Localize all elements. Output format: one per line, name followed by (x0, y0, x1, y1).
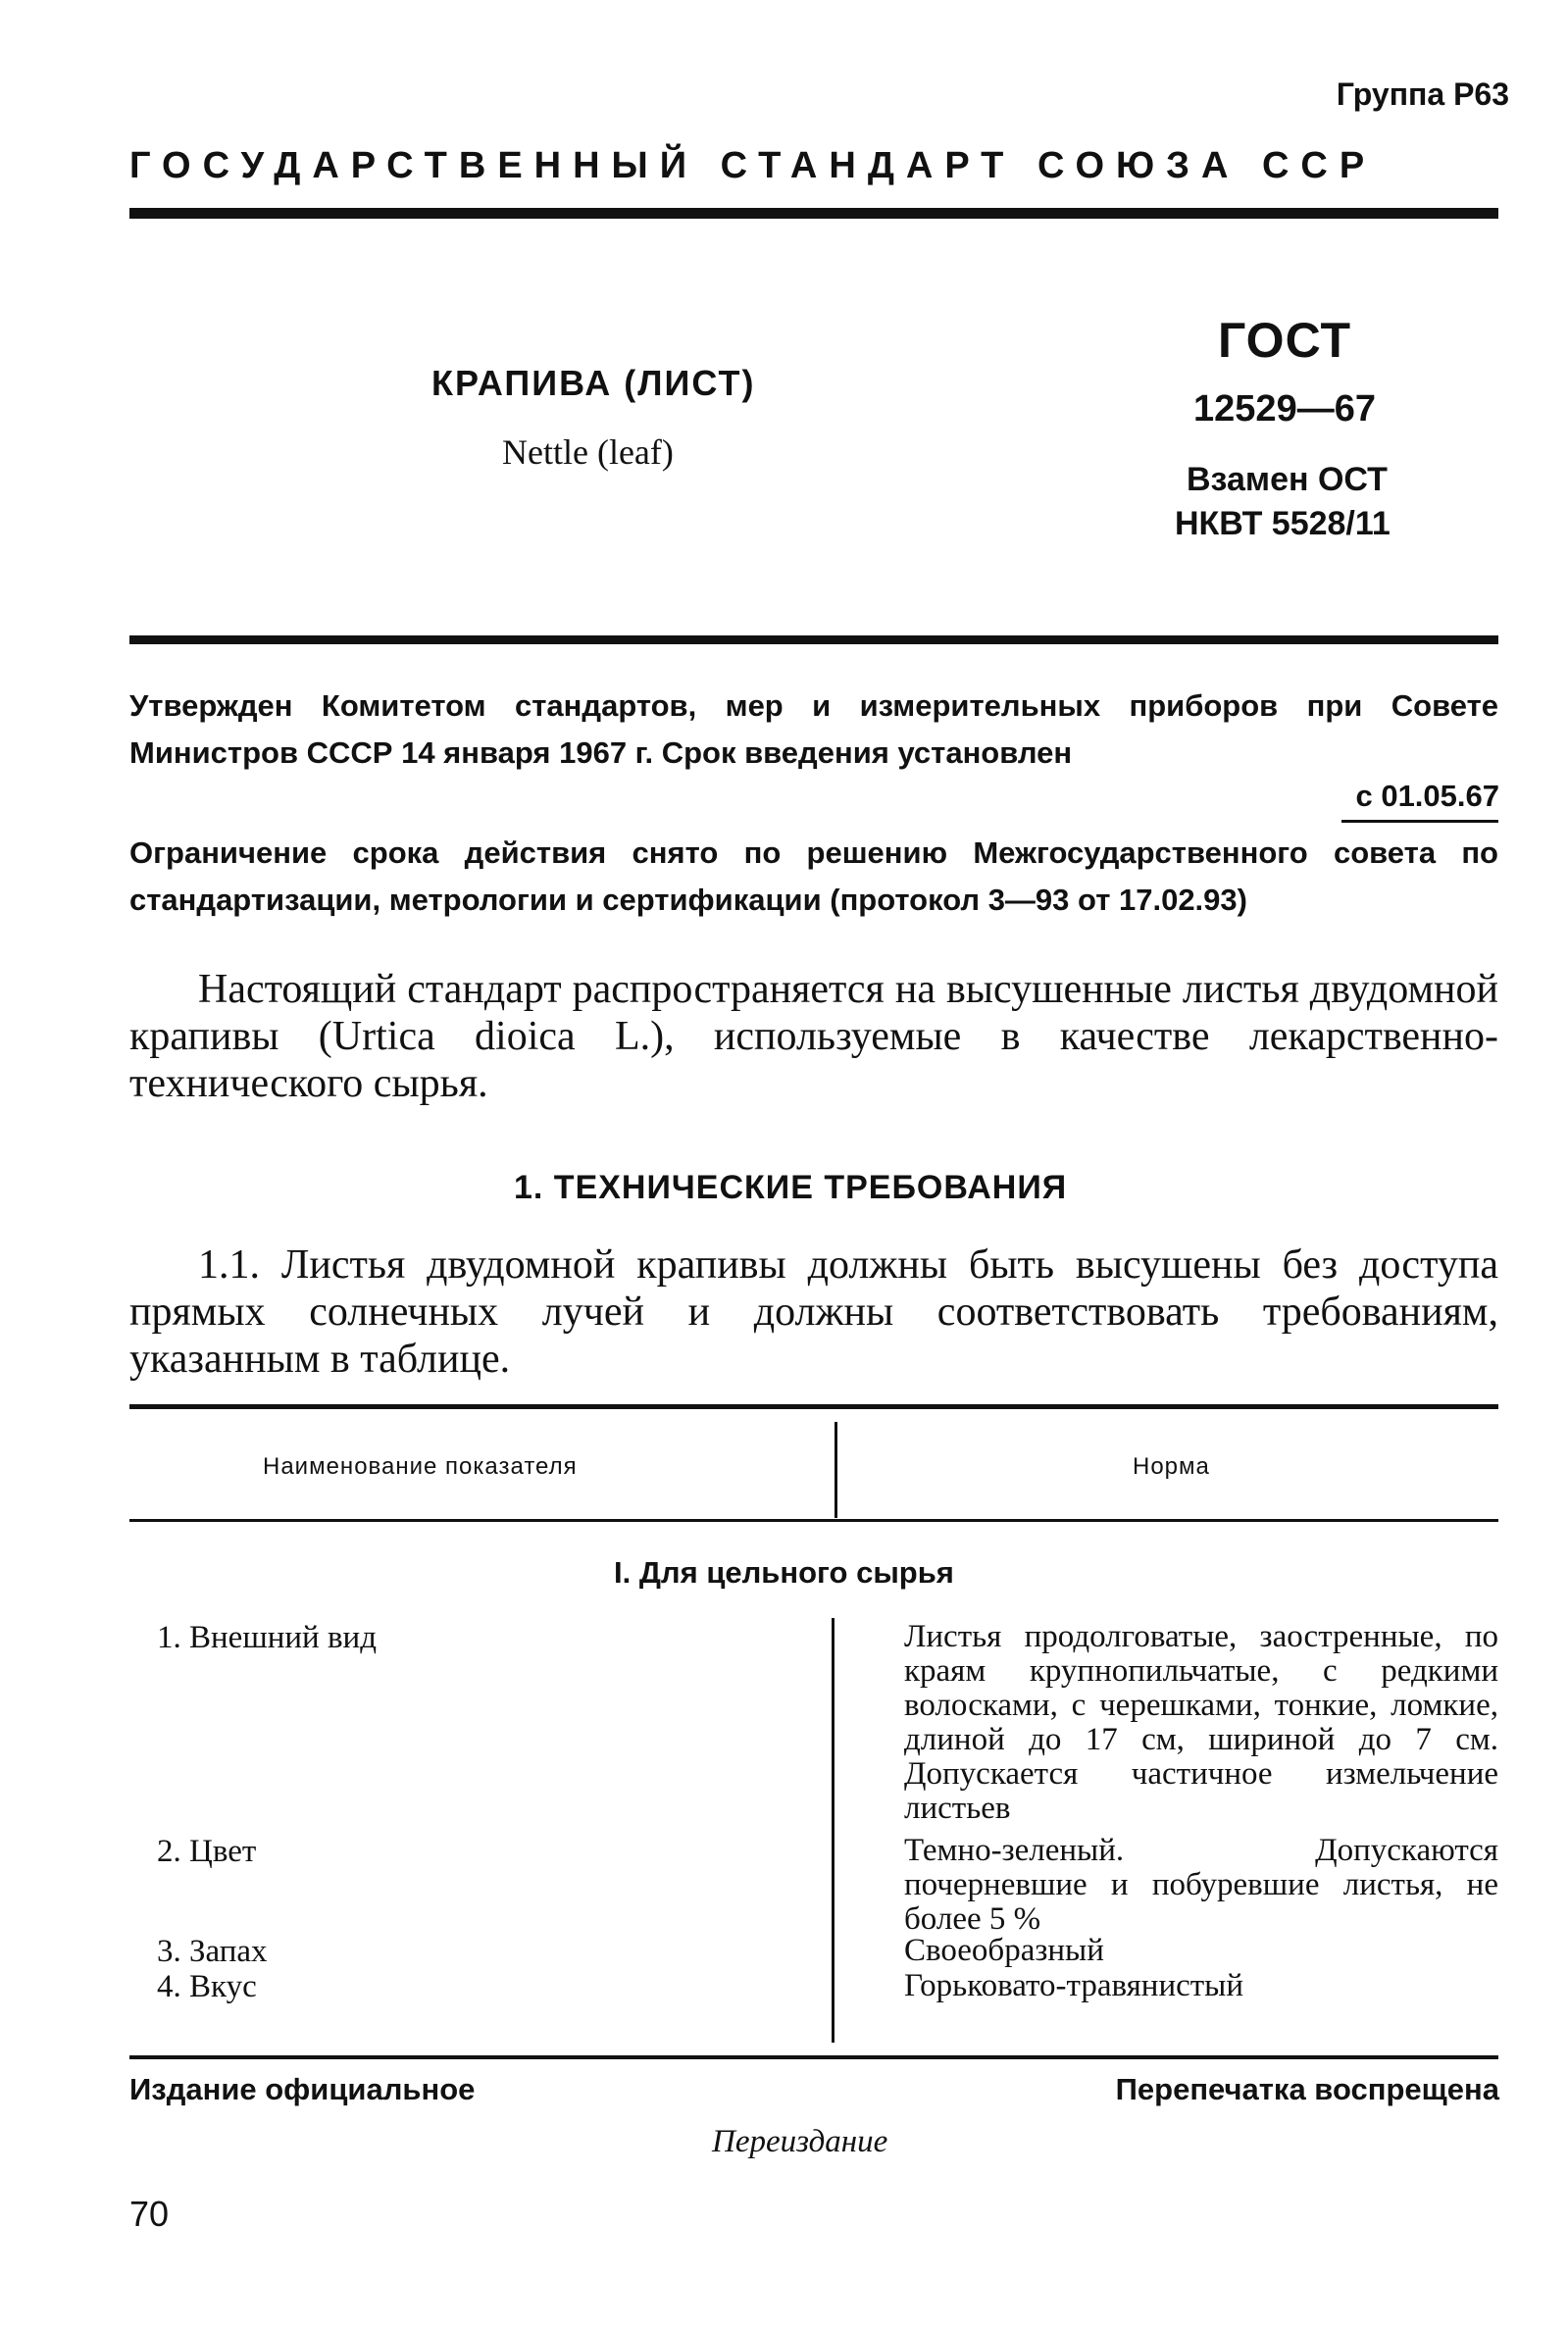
table-top-rule (129, 1404, 1498, 1409)
top-rule (129, 208, 1498, 219)
gost-number: 12529—67 (1193, 388, 1376, 430)
column-header-name: Наименование показателя (263, 1453, 578, 1480)
replaces-line-1: Взамен ОСТ (1187, 461, 1388, 498)
table-body-divider (832, 1618, 835, 2043)
table-row-norm: Темно-зеленый. Допускаются почерневшие и побуревшие листья, не более 5 % (904, 1833, 1498, 1937)
table-row-name: 2. Цвет (157, 1834, 257, 1869)
document-title: КРАПИВА (ЛИСТ) (431, 363, 756, 403)
column-header-norm: Норма (1133, 1453, 1210, 1480)
state-standard-heading: ГОСУДАРСТВЕННЫЙ СТАНДАРТ СОЮЗА ССР (129, 145, 1377, 186)
reissue-label: Переиздание (712, 2124, 888, 2159)
table-row-name: 3. Запах (157, 1934, 268, 1969)
table-row-name: 4. Вкус (157, 1969, 257, 2004)
introduction-date: с 01.05.67 (1355, 779, 1499, 813)
bottom-rule (129, 2055, 1498, 2059)
group-code: Группа Р63 (1336, 76, 1509, 112)
gost-label: ГОСТ (1218, 313, 1351, 368)
requirements-paragraph: 1.1. Листья двудомной крапивы должны быть высушены без доступа прямых солнечных лучей и должны соответствовать требованиям, указанным в таблице. (129, 1242, 1498, 1382)
intro-paragraph: Настоящий стандарт распространяется на высушенные листья двудомной крапивы (Urtica dioica L.), используемые в качестве лекарственно-технического сырья. (129, 967, 1498, 1106)
middle-rule (129, 635, 1498, 644)
reprint-forbidden-label: Перепечатка воспрещена (1115, 2072, 1499, 2106)
approval-text: Утвержден Комитетом стандартов, мер и измерительных приборов при Совете Министров СССР 14 января 1967 г. Срок введения установлен (129, 688, 1498, 770)
limitation-text: Ограничение срока действия снято по решению Межгосударственного совета по стандартизации, метрологии и сертификации (протокол 3—93 от 17.02.93) (129, 835, 1498, 917)
section-heading: 1. ТЕХНИЧЕСКИЕ ТРЕБОВАНИЯ (514, 1169, 1068, 1206)
table-header-rule (129, 1519, 1498, 1522)
table-row-name: 1. Внешний вид (157, 1620, 377, 1655)
page-number: 70 (129, 2194, 170, 2234)
table-group-heading: I. Для цельного сырья (614, 1555, 954, 1590)
official-edition-label: Издание официальное (129, 2072, 476, 2106)
table-row-norm: Горьковато-травянистый (904, 1968, 1244, 2003)
gost-block (1167, 312, 1402, 430)
table-row-norm: Своеобразный (904, 1933, 1104, 1968)
table-header-divider (835, 1422, 837, 1518)
date-underline (1341, 820, 1498, 823)
document-title-english: Nettle (leaf) (502, 432, 674, 472)
replaces-line-2: НКВТ 5528/11 (1175, 505, 1391, 542)
table-row-norm: Листья продолговатые, заостренные, по краям крупнопильчатые, с редкими волосками, с черешками, тонкие, ломкие, длиной до 17 см, шириной до 7 см. Допускается частичное измельчение листьев (904, 1619, 1498, 1826)
